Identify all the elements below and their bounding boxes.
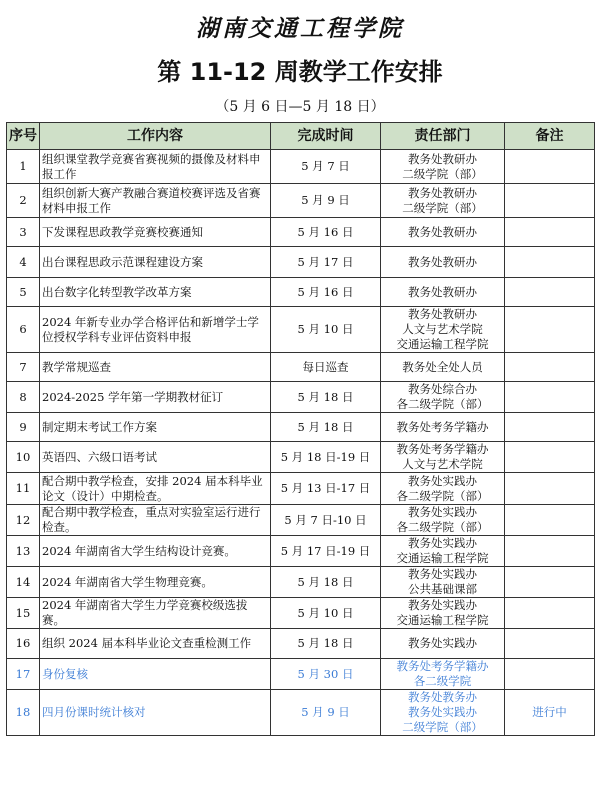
note-cell xyxy=(505,442,595,473)
dept-line: 人文与艺术学院 xyxy=(402,457,483,471)
dept-cell xyxy=(381,536,505,567)
dept-cell xyxy=(381,690,505,736)
dept-cell xyxy=(381,598,505,629)
time-cell: 5 月 7 日 xyxy=(271,150,381,184)
task-cell: 四月份课时统计核对 xyxy=(40,690,271,736)
note-cell xyxy=(505,567,595,598)
table-row xyxy=(7,150,595,184)
time-cell: 5 月 16 日 xyxy=(271,218,381,247)
table-row xyxy=(7,659,595,690)
task-cell: 配合期中教学检查，重点对实验室运行进行检查。 xyxy=(40,505,271,536)
dept-line: 交通运输工程学院 xyxy=(396,551,489,565)
row-number: 10 xyxy=(7,442,40,473)
time-cell: 5 月 9 日 xyxy=(271,690,381,736)
dept-cell xyxy=(381,567,505,598)
dept-cell xyxy=(381,353,505,382)
row-number: 1 xyxy=(7,150,40,184)
note-cell xyxy=(505,659,595,690)
date-range-subtitle: （5 月 6 日—5 月 18 日） xyxy=(215,99,385,115)
table-row xyxy=(7,413,595,442)
row-number: 11 xyxy=(7,473,40,505)
dept-cell xyxy=(381,473,505,505)
row-number: 16 xyxy=(7,629,40,659)
time-cell: 5 月 18 日 xyxy=(271,413,381,442)
dept-line: 二级学院（部） xyxy=(402,200,483,215)
row-number: 17 xyxy=(7,659,40,690)
note-cell xyxy=(505,598,595,629)
table-row xyxy=(7,690,595,736)
dept-cell xyxy=(381,629,505,659)
dept-cell xyxy=(381,505,505,536)
task-cell: 英语四、六级口语考试 xyxy=(40,442,271,473)
task-cell: 出台课程思政示范课程建设方案 xyxy=(40,247,271,278)
dept-cell xyxy=(381,184,505,218)
row-number: 7 xyxy=(7,353,40,382)
table-row xyxy=(7,382,595,413)
table-row xyxy=(7,278,595,307)
time-cell: 5 月 17 日-19 日 xyxy=(271,536,381,567)
dept-cell xyxy=(381,413,505,442)
dept-line: 教务处实践办 xyxy=(408,598,477,612)
column-header-no: 序号 xyxy=(7,123,40,150)
time-cell: 5 月 18 日 xyxy=(271,629,381,659)
row-number: 4 xyxy=(7,247,40,278)
column-header-task: 工作内容 xyxy=(40,123,271,150)
table-row xyxy=(7,218,595,247)
table-header-row xyxy=(7,123,595,150)
note-cell xyxy=(505,247,595,278)
dept-cell xyxy=(381,382,505,413)
note-cell: 进行中 xyxy=(505,690,595,736)
time-cell: 5 月 16 日 xyxy=(271,278,381,307)
dept-line: 教务处教研办 xyxy=(408,185,477,200)
note-cell xyxy=(505,505,595,536)
task-cell: 2024 年湖南省大学生物理竞赛。 xyxy=(40,567,271,598)
dept-cell xyxy=(381,247,505,278)
task-cell: 出台数字化转型教学改革方案 xyxy=(40,278,271,307)
dept-line: 教务处实践办 xyxy=(408,536,477,550)
dept-cell xyxy=(381,278,505,307)
table-row xyxy=(7,505,595,536)
dept-line: 二级学院（部） xyxy=(402,720,483,734)
dept-line: 教务处实践办 xyxy=(408,705,477,719)
dept-line: 各二级学院（部） xyxy=(396,397,489,411)
time-cell: 5 月 13 日-17 日 xyxy=(271,473,381,505)
note-cell xyxy=(505,218,595,247)
time-cell: 5 月 7 日-10 日 xyxy=(271,505,381,536)
time-cell: 5 月 18 日 xyxy=(271,382,381,413)
note-cell xyxy=(505,278,595,307)
dept-line: 教务处教研办 xyxy=(408,284,477,299)
time-cell: 5 月 10 日 xyxy=(271,307,381,353)
row-number: 18 xyxy=(7,690,40,736)
row-number: 15 xyxy=(7,598,40,629)
dept-line: 各二级学院（部） xyxy=(396,520,489,534)
task-cell: 2024 年新专业办学合格评估和新增学士学位授权学科专业评估资料申报 xyxy=(40,307,271,353)
row-number: 8 xyxy=(7,382,40,413)
note-cell xyxy=(505,536,595,567)
dept-cell xyxy=(381,307,505,353)
time-cell: 5 月 18 日-19 日 xyxy=(271,442,381,473)
row-number: 13 xyxy=(7,536,40,567)
table-row xyxy=(7,598,595,629)
dept-cell xyxy=(381,442,505,473)
table-row xyxy=(7,307,595,353)
row-number: 12 xyxy=(7,505,40,536)
time-cell: 5 月 17 日 xyxy=(271,247,381,278)
task-cell: 2024 年湖南省大学生力学竞赛校级选拔赛。 xyxy=(40,598,271,629)
dept-line: 教务处综合办 xyxy=(408,382,477,396)
task-cell: 2024 年湖南省大学生结构设计竞赛。 xyxy=(40,536,271,567)
table-row xyxy=(7,184,595,218)
dept-line: 公共基础课部 xyxy=(408,582,477,596)
dept-line: 教务处考务学籍办 xyxy=(396,419,489,434)
table-row xyxy=(7,353,595,382)
note-cell xyxy=(505,629,595,659)
row-number: 6 xyxy=(7,307,40,353)
dept-line: 教务处教研办 xyxy=(408,151,477,166)
task-cell: 下发课程思政教学竞赛校赛通知 xyxy=(40,218,271,247)
table-row xyxy=(7,247,595,278)
dept-line: 教务处实践办 xyxy=(408,505,477,519)
dept-line: 各二级学院 xyxy=(413,674,472,688)
note-cell xyxy=(505,184,595,218)
table-row xyxy=(7,629,595,659)
dept-line: 交通运输工程学院 xyxy=(396,337,489,351)
time-cell: 5 月 10 日 xyxy=(271,598,381,629)
dept-line: 人文与艺术学院 xyxy=(402,322,483,336)
dept-line: 交通运输工程学院 xyxy=(396,613,489,627)
row-number: 5 xyxy=(7,278,40,307)
table-row xyxy=(7,442,595,473)
schedule-table xyxy=(6,122,595,736)
dept-line: 教务处教研办 xyxy=(408,224,477,239)
dept-line: 教务处全处人员 xyxy=(402,359,483,374)
row-number: 9 xyxy=(7,413,40,442)
task-cell: 组织创新大赛产教融合赛道校赛评选及省赛材料申报工作 xyxy=(40,184,271,218)
table-row xyxy=(7,567,595,598)
note-cell xyxy=(505,473,595,505)
row-number: 14 xyxy=(7,567,40,598)
task-cell: 制定期末考试工作方案 xyxy=(40,413,271,442)
row-number: 2 xyxy=(7,184,40,218)
dept-line: 二级学院（部） xyxy=(402,166,483,181)
dept-line: 教务处实践办 xyxy=(408,567,477,581)
dept-line: 教务处教务办 xyxy=(408,690,477,704)
dept-line: 各二级学院（部） xyxy=(396,488,489,503)
time-cell: 5 月 18 日 xyxy=(271,567,381,598)
note-cell xyxy=(505,382,595,413)
note-cell xyxy=(505,150,595,184)
page-title: 第 11-12 周教学工作安排 xyxy=(157,58,443,86)
dept-line: 教务处教研办 xyxy=(408,307,477,321)
dept-cell xyxy=(381,218,505,247)
task-cell: 配合期中教学检查，安排 2024 届本科毕业论文（设计）中期检查。 xyxy=(40,473,271,505)
dept-line: 教务处教研办 xyxy=(408,254,477,269)
task-cell: 组织课堂教学竞赛省赛视频的摄像及材料申报工作 xyxy=(40,150,271,184)
column-header-dept: 责任部门 xyxy=(381,123,505,150)
table-row xyxy=(7,536,595,567)
dept-cell xyxy=(381,659,505,690)
task-cell: 教学常规巡查 xyxy=(40,353,271,382)
task-cell: 组织 2024 届本科毕业论文查重检测工作 xyxy=(40,629,271,659)
school-name: 湖南交通工程学院 xyxy=(196,15,404,42)
column-header-time: 完成时间 xyxy=(271,123,381,150)
dept-line: 教务处考务学籍办 xyxy=(396,442,489,456)
table-row xyxy=(7,473,595,505)
task-cell: 身份复核 xyxy=(40,659,271,690)
dept-line: 教务处实践办 xyxy=(408,636,477,650)
dept-line: 教务处考务学籍办 xyxy=(396,659,489,673)
dept-cell xyxy=(381,150,505,184)
dept-line: 教务处实践办 xyxy=(408,473,477,488)
time-cell: 每日巡查 xyxy=(271,353,381,382)
note-cell xyxy=(505,353,595,382)
note-cell xyxy=(505,307,595,353)
time-cell: 5 月 30 日 xyxy=(271,659,381,690)
row-number: 3 xyxy=(7,218,40,247)
column-header-note: 备注 xyxy=(505,123,595,150)
task-cell: 2024-2025 学年第一学期教材征订 xyxy=(40,382,271,413)
note-cell xyxy=(505,413,595,442)
time-cell: 5 月 9 日 xyxy=(271,184,381,218)
